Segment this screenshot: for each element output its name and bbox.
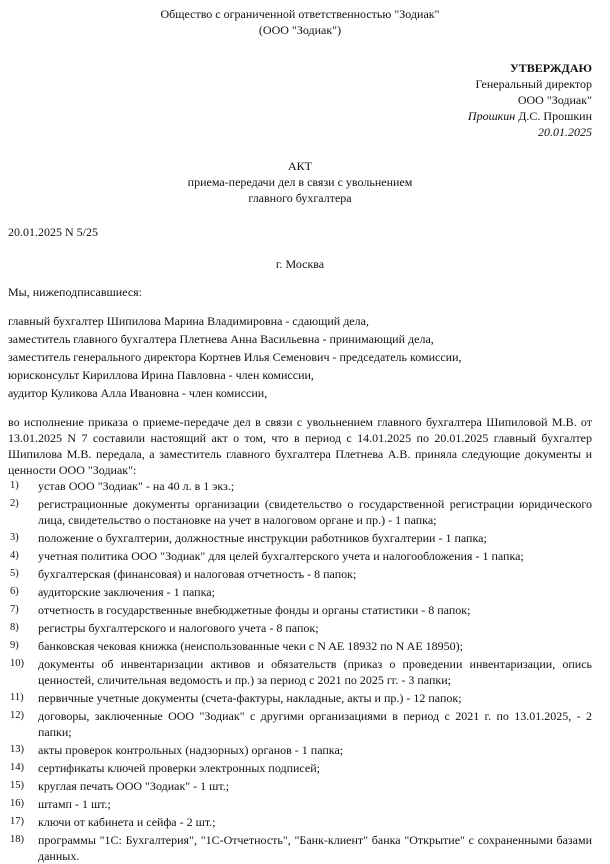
list-item bbox=[8, 530, 592, 546]
item-text: устав ООО "Зодиак" - на 40 л. в 1 экз.; bbox=[38, 479, 235, 493]
item-number: 10) bbox=[10, 658, 24, 669]
item-number: 5) bbox=[10, 568, 19, 579]
handwritten-signature: Прошкин bbox=[467, 109, 516, 123]
list-item bbox=[8, 496, 592, 528]
list-item bbox=[8, 638, 592, 654]
list-item bbox=[8, 548, 592, 564]
item-text: сертификаты ключей проверки электронных подписей; bbox=[38, 761, 320, 775]
list-item bbox=[8, 742, 592, 758]
list-item bbox=[8, 478, 592, 494]
list-item bbox=[8, 584, 592, 600]
item-number: 12) bbox=[10, 710, 24, 721]
item-text: ключи от кабинета и сейфа - 2 шт.; bbox=[38, 815, 216, 829]
list-item bbox=[8, 620, 592, 636]
item-number: 15) bbox=[10, 780, 24, 791]
item-text: банковская чековая книжка (неиспользованные чеки с N AE 18932 по N AE 18950); bbox=[38, 639, 464, 653]
item-number: 16) bbox=[10, 798, 24, 809]
item-number: 6) bbox=[10, 586, 19, 597]
act-intro: Мы, нижеподписавшиеся: bbox=[8, 285, 142, 299]
member-line: юрисконсульт Кириллова Ирина Павловна - член комиссии, bbox=[8, 368, 314, 382]
list-item bbox=[8, 708, 592, 740]
org-name: Общество с ограниченной ответственностью "Зодиак" bbox=[160, 7, 440, 21]
act-number-date: 20.01.2025 N 5/25 bbox=[8, 225, 98, 239]
item-text: регистры бухгалтерского и налогового учета - 8 папок; bbox=[38, 621, 319, 635]
act-subtitle-line2: главного бухгалтера bbox=[248, 191, 352, 205]
approval-company: ООО "Зодиак" bbox=[517, 93, 592, 107]
member-line: аудитор Куликова Алла Ивановна - член комиссии, bbox=[8, 386, 268, 400]
act-title: АКТ bbox=[288, 159, 312, 173]
item-text: договоры, заключенные ООО "Зодиак" с другими организациями в период с 2021 г. по 13.01.2025, - 2 папки; bbox=[38, 709, 592, 739]
item-text: документы об инвентаризации активов и обязательств (приказ о проведении инвентаризации, опись ценностей, сличительная ведомость и пр.) за период с 2021 по 2025 гг. - 3 папки; bbox=[38, 657, 592, 687]
act-city: г. Москва bbox=[275, 257, 325, 271]
member-line: главный бухгалтер Шипилова Марина Владимировна - сдающий дела, bbox=[8, 314, 369, 328]
member-line: заместитель генерального директора Кортнев Илья Семенович - председатель комиссии, bbox=[8, 350, 462, 364]
item-number: 14) bbox=[10, 762, 24, 773]
list-item bbox=[8, 566, 592, 582]
item-number: 7) bbox=[10, 604, 19, 615]
item-text: круглая печать ООО "Зодиак" - 1 шт.; bbox=[38, 779, 230, 793]
approval-block bbox=[8, 60, 592, 140]
item-number: 13) bbox=[10, 744, 24, 755]
list-item bbox=[8, 796, 592, 812]
item-number: 3) bbox=[10, 532, 19, 543]
item-text: штамп - 1 шт.; bbox=[38, 797, 111, 811]
item-text: бухгалтерская (финансовая) и налоговая отчетность - 8 папок; bbox=[38, 567, 357, 581]
item-number: 2) bbox=[10, 498, 19, 509]
list-item bbox=[8, 814, 592, 830]
org-header bbox=[8, 6, 592, 38]
commission-members bbox=[8, 312, 592, 402]
list-item bbox=[8, 690, 592, 706]
item-text: аудиторские заключения - 1 папка; bbox=[38, 585, 215, 599]
item-text: программы "1С: Бухгалтерия", "1С-Отчетность", "Банк-клиент" банка "Открытие" с сохраненными базами данных. bbox=[38, 833, 592, 863]
act-title-block bbox=[8, 158, 592, 206]
documents-list bbox=[8, 478, 592, 864]
item-text: отчетность в государственные внебюджетные фонды и органы статистики - 8 папок; bbox=[38, 603, 471, 617]
item-text: регистрационные документы организации (свидетельство о государственной регистрации юридического лица, свидетельство о постановке на учет в налоговом органе и пр.) - 1 папка; bbox=[38, 497, 592, 527]
item-number: 8) bbox=[10, 622, 19, 633]
member-line: заместитель главного бухгалтера Плетнева Анна Васильевна - принимающий дела, bbox=[8, 332, 434, 346]
approval-date: 20.01.2025 bbox=[538, 125, 592, 139]
item-number: 17) bbox=[10, 816, 24, 827]
approval-title: УТВЕРЖДАЮ bbox=[509, 61, 592, 75]
act-subtitle-line1: приема-передачи дел в связи с увольнением bbox=[187, 175, 413, 189]
list-item bbox=[8, 760, 592, 776]
item-number: 11) bbox=[10, 692, 24, 703]
list-item bbox=[8, 656, 592, 688]
item-text: акты проверок контрольных (надзорных) органов - 1 папка; bbox=[38, 743, 344, 757]
item-number: 4) bbox=[10, 550, 19, 561]
list-item bbox=[8, 602, 592, 618]
list-item bbox=[8, 778, 592, 794]
list-item bbox=[8, 832, 592, 864]
approval-signature-line bbox=[8, 108, 592, 124]
item-text: учетная политика ООО "Зодиак" для целей бухгалтерского учета и налогообложения - 1 папка; bbox=[38, 549, 524, 563]
approval-name: Д.С. Прошкин bbox=[518, 109, 592, 123]
approval-position: Генеральный директор bbox=[475, 77, 592, 91]
item-number: 1) bbox=[10, 480, 19, 491]
org-short-name: (ООО "Зодиак") bbox=[258, 23, 342, 37]
item-number: 9) bbox=[10, 640, 19, 651]
act-body-paragraph: во исполнение приказа о приеме-передаче дел в связи с увольнением главного бухгалтера Шипиловой М.В. от 13.01.2025 N 7 составили настоящий акт о том, что в период с 14.01.2025 по 20.01.2025 главный бухгалтер Шипилова М.В. передала, а заместитель главного бухгалтера Плетнева А.В. приняла следующие документы и ценности ООО "Зодиак": bbox=[8, 415, 592, 477]
item-number: 18) bbox=[10, 834, 24, 845]
item-text: первичные учетные документы (счета-фактуры, накладные, акты и пр.) - 12 папок; bbox=[38, 691, 462, 705]
item-text: положение о бухгалтерии, должностные инструкции работников бухгалтерии - 1 папка; bbox=[38, 531, 487, 545]
